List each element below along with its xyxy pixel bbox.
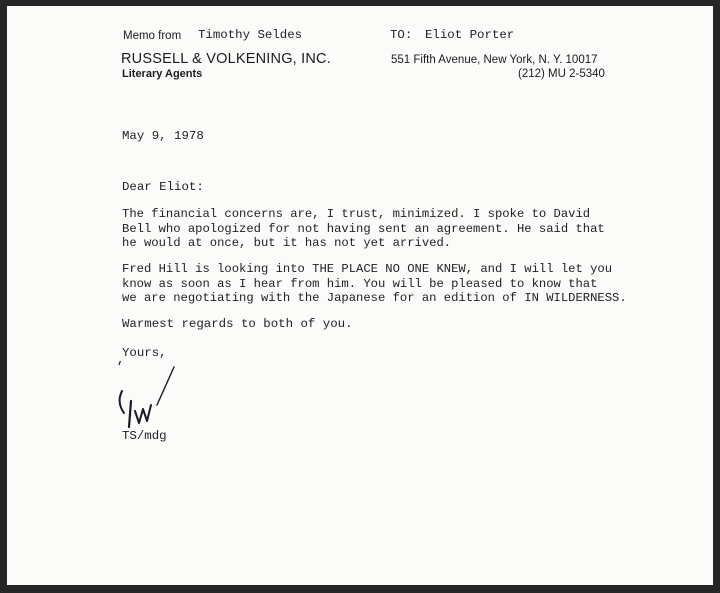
to-label: TO: [390, 28, 413, 42]
paragraph-2 [122, 262, 627, 306]
paragraph-2-line: know as soon as I hear from him. You will be pleased to know that [122, 276, 598, 291]
firm-phone: (212) MU 2-5340 [518, 68, 605, 80]
firm-subtitle: Literary Agents [122, 68, 203, 80]
memo-from-name: Timothy Seldes [198, 28, 303, 42]
letter-sheet [7, 6, 713, 585]
signoff: Yours, [122, 346, 167, 360]
paragraph-1 [122, 207, 605, 251]
salutation: Dear Eliot: [122, 180, 204, 194]
paragraph-1-line: he would at once, but it has not yet arrived. [122, 236, 452, 251]
paragraph-1-line: The financial concerns are, I trust, minimized. I spoke to David [122, 207, 591, 221]
paragraph-2-line: we are negotiating with the Japanese for an edition of IN WILDERNESS. [122, 291, 627, 306]
paragraph-2-line: Fred Hill is looking into THE PLACE NO ONE KNEW, and I will let you [122, 262, 613, 276]
initials: TS/mdg [122, 429, 167, 443]
letter-date: May 9, 1978 [122, 129, 204, 143]
paragraph-1-line: Bell who apologized for not having sent an agreement. He said that [122, 221, 605, 236]
closing: Warmest regards to both of you. [122, 317, 353, 331]
firm-name: RUSSELL & VOLKENING, INC. [121, 51, 331, 67]
firm-address: 551 Fifth Avenue, New York, N. Y. 10017 [391, 54, 598, 66]
memo-from-label: Memo from [123, 30, 182, 42]
to-name: Eliot Porter [425, 28, 515, 42]
